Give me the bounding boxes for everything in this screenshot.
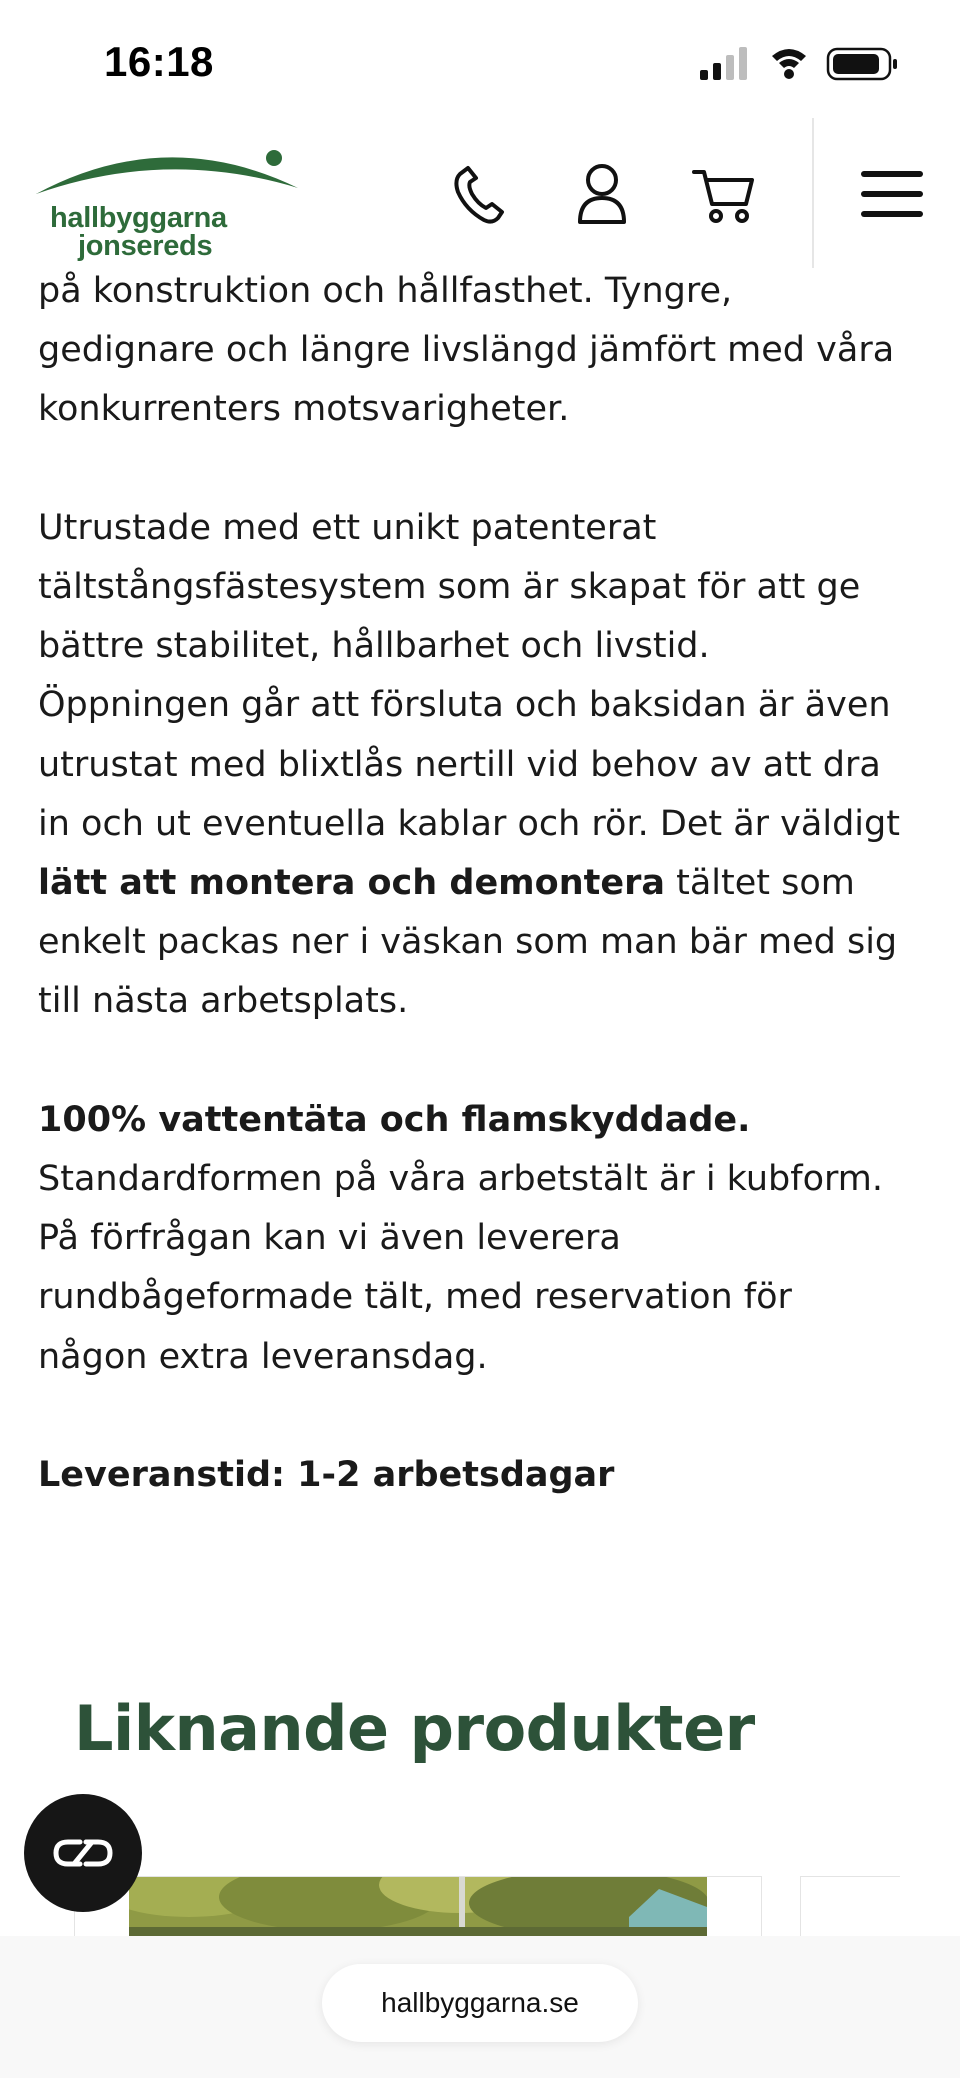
bold-phrase: lätt att montera och demontera xyxy=(38,863,665,904)
status-bar xyxy=(0,0,960,118)
menu-icon xyxy=(861,169,923,219)
text-line: Standardformen på våra arbetstält är i kubform. xyxy=(38,1159,884,1200)
description-paragraph-3 xyxy=(38,1091,928,1387)
text-line: gedignare och längre livslängd jämfört med våra xyxy=(38,330,895,371)
site-logo[interactable] xyxy=(36,134,302,262)
chat-bubble-icon xyxy=(52,1836,114,1870)
browser-bottom-bar xyxy=(0,1936,960,2078)
text-line: enkelt packas ner i väskan som man bär med sig xyxy=(38,922,898,963)
text-line: På förfrågan kan vi även leverera xyxy=(38,1218,621,1259)
menu-button[interactable] xyxy=(852,158,932,230)
product-description xyxy=(38,262,928,1505)
delivery-time: Leveranstid: 1-2 arbetsdagar xyxy=(38,1455,615,1496)
phone-button[interactable] xyxy=(444,158,516,230)
text-line: konkurrenters motsvarigheter. xyxy=(38,389,570,430)
text-line: Öppningen går att försluta och baksidan är även xyxy=(38,685,891,726)
account-button[interactable] xyxy=(566,158,638,230)
phone-icon xyxy=(452,162,508,226)
address-bar[interactable]: hallbyggarna.se xyxy=(322,1964,638,2042)
related-products-heading: Liknande produkter xyxy=(74,1692,755,1765)
text-line-mixed xyxy=(38,854,928,913)
battery-icon xyxy=(828,49,897,79)
site-header xyxy=(0,118,960,268)
text-line: till nästa arbetsplats. xyxy=(38,981,409,1022)
text-fragment: tältet som xyxy=(664,863,855,904)
text-line: på konstruktion och hållfasthet. Tyngre, xyxy=(38,271,733,311)
logo-text-line1: hallbyggarna xyxy=(50,202,227,234)
wifi-icon xyxy=(772,49,806,79)
text-line: bättre stabilitet, hållbarhet och livstid. xyxy=(38,626,710,667)
text-line: in och ut eventuella kablar och rör. Det är väldigt xyxy=(38,803,900,844)
status-time: 16:18 xyxy=(104,38,214,85)
bold-phrase: 100% vattentäta och flamskyddade. xyxy=(38,1099,751,1140)
related-product-card[interactable] xyxy=(800,1876,900,1936)
cart-button[interactable] xyxy=(688,158,760,230)
description-paragraph-1 xyxy=(38,262,928,440)
text-line: Utrustade med ett unikt patenterat xyxy=(38,507,657,548)
product-image[interactable] xyxy=(129,1877,707,1936)
logo-arc-icon xyxy=(36,134,302,204)
user-icon xyxy=(576,162,628,226)
cellular-signal-icon xyxy=(700,47,747,80)
text-line: tältstångsfästesystem som är skapat för att ge xyxy=(38,567,861,607)
text-line: rundbågeformade tält, med reservation för xyxy=(38,1277,792,1318)
text-line: utrustat med blixtlås nertill vid behov av att dra xyxy=(38,744,881,785)
chat-button[interactable] xyxy=(24,1794,142,1912)
cart-icon xyxy=(692,162,756,226)
related-product-card[interactable] xyxy=(74,1876,762,1936)
status-icons xyxy=(700,44,900,84)
description-paragraph-2 xyxy=(38,499,928,1032)
text-line-bold xyxy=(38,1091,928,1150)
header-divider xyxy=(812,118,814,268)
text-line: någon extra leveransdag. xyxy=(38,1336,488,1377)
logo-text-line2: jonsereds xyxy=(78,230,213,262)
